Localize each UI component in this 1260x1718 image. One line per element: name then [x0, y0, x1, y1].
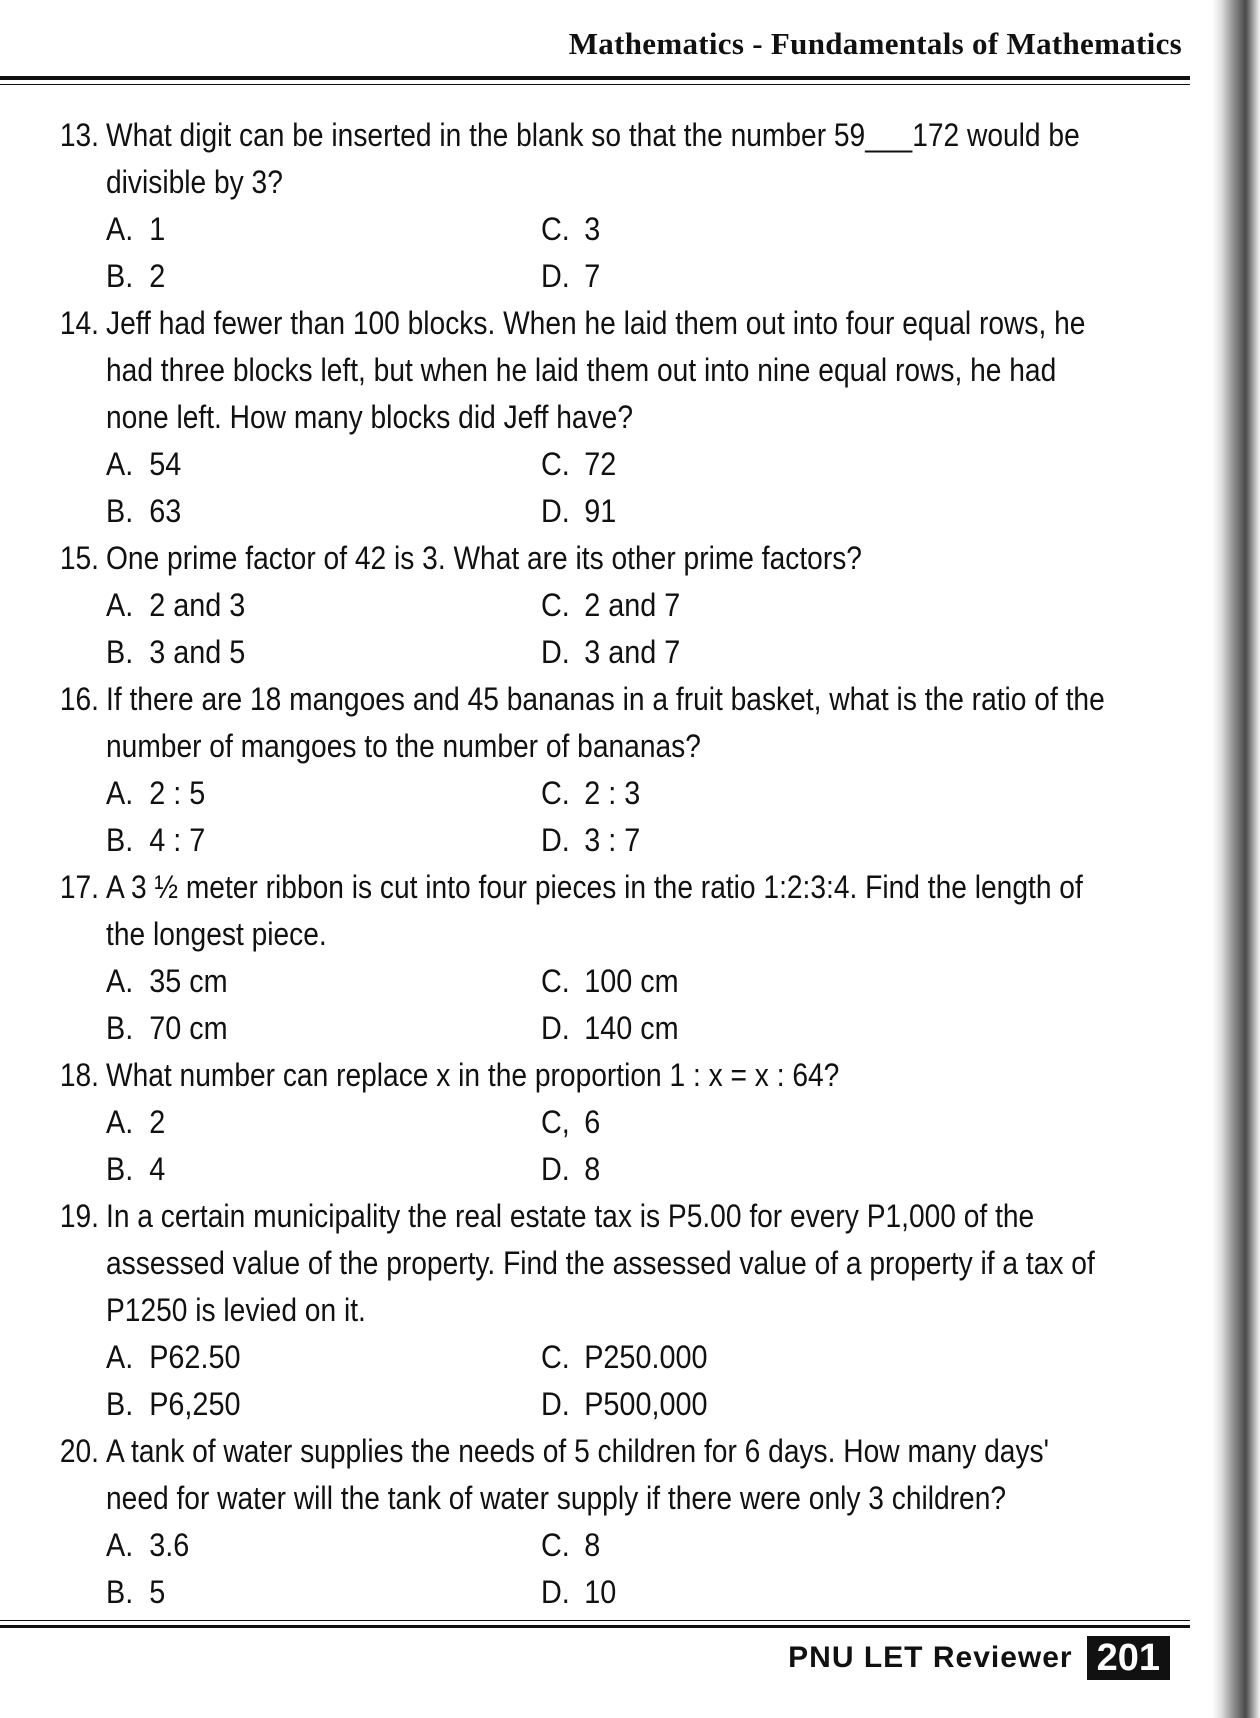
- choice-a: A. 35 cm: [106, 963, 228, 999]
- question-text: Jeff had fewer than 100 blocks. When he laid them out into four equal rows, he had three blocks left, but when he laid them out into nine equal rows, he had none left. How many blocks did Jeff have?: [106, 305, 1086, 435]
- choice-a: A. 54: [106, 446, 182, 482]
- choice-a: A. 2 and 3: [106, 587, 246, 623]
- question-16: [30, 676, 1190, 864]
- choice-a: A. 3.6: [106, 1527, 190, 1563]
- choice-d: D. 91: [541, 493, 617, 529]
- choice-d: D. 3 : 7: [541, 822, 641, 858]
- question-text: A tank of water supplies the needs of 5 children for 6 days. How many days' need for water will the tank of water supply if there were only 3 children?: [106, 1433, 1049, 1516]
- choice-list: [30, 441, 1190, 535]
- question-14: [30, 300, 1190, 535]
- question-text: If there are 18 mangoes and 45 bananas in a fruit basket, what is the ratio of the number of mangoes to the number of bananas?: [106, 681, 1105, 764]
- choice-c: C. 8: [541, 1527, 601, 1563]
- choice-c: C. 100 cm: [541, 963, 679, 999]
- question-text: What number can replace x in the proportion 1 : x = x : 64?: [106, 1057, 840, 1093]
- footer-label: PNU LET Reviewer: [788, 1641, 1073, 1674]
- header-rule-thin: [0, 84, 1190, 85]
- header-rule: [0, 76, 1190, 80]
- question-text: In a certain municipality the real estate tax is P5.00 for every P1,000 of the assessed value of the property. Find the assessed value of a property if a tax of P1250 is levied on it.: [106, 1198, 1095, 1328]
- choice-list: [30, 1522, 1190, 1616]
- choice-a: A. 1: [106, 211, 166, 247]
- question-19: [30, 1193, 1190, 1428]
- choice-b: B. 70 cm: [106, 1010, 228, 1046]
- choice-b: B. 2: [106, 258, 166, 294]
- choice-a: A. P62.50: [106, 1339, 241, 1375]
- choice-c: C, 6: [541, 1104, 601, 1140]
- choice-c: C. 3: [541, 211, 601, 247]
- choice-c: C. 72: [541, 446, 617, 482]
- choice-c: C. 2 : 3: [541, 775, 641, 811]
- choice-list: [30, 770, 1190, 864]
- running-header: Mathematics - Fundamentals of Mathematics: [568, 26, 1182, 61]
- page-footer: [788, 1636, 1170, 1680]
- choice-d: D. 3 and 7: [541, 634, 681, 670]
- choice-b: B. 5: [106, 1574, 166, 1610]
- choice-d: D. P500,000: [541, 1386, 708, 1422]
- question-17: [30, 864, 1190, 1052]
- question-18: [30, 1052, 1190, 1193]
- footer-rule-thin: [0, 1620, 1190, 1621]
- choice-list: [30, 582, 1190, 676]
- question-15: [30, 535, 1190, 676]
- choice-c: C. 2 and 7: [541, 587, 681, 623]
- choice-list: [30, 1099, 1190, 1193]
- choice-b: B. 4: [106, 1151, 166, 1187]
- question-number: 17.: [59, 869, 99, 905]
- choice-a: A. 2: [106, 1104, 166, 1140]
- question-number: 15.: [59, 540, 99, 576]
- choice-b: B. P6,250: [106, 1386, 241, 1422]
- question-list: [30, 112, 1190, 1616]
- question-20: [30, 1428, 1190, 1616]
- question-text: What digit can be inserted in the blank so that the number 59___172 would be divisible by 3?: [106, 117, 1080, 200]
- question-number: 14.: [59, 305, 99, 341]
- question-number: 13.: [59, 117, 99, 153]
- question-text: One prime factor of 42 is 3. What are its other prime factors?: [106, 540, 862, 576]
- question-number: 18.: [59, 1057, 99, 1093]
- choice-d: D. 8: [541, 1151, 601, 1187]
- question-number: 20.: [59, 1433, 99, 1469]
- choice-list: [30, 958, 1190, 1052]
- question-number: 16.: [59, 681, 99, 717]
- choice-d: D. 7: [541, 258, 601, 294]
- choice-d: D. 10: [541, 1574, 617, 1610]
- page-number: 201: [1087, 1636, 1170, 1680]
- choice-d: D. 140 cm: [541, 1010, 679, 1046]
- footer-rule: [0, 1625, 1190, 1628]
- question-number: 19.: [59, 1198, 99, 1234]
- question-13: [30, 112, 1190, 300]
- choice-list: [30, 1334, 1190, 1428]
- scan-edge-shadow: [1212, 0, 1260, 1718]
- choice-b: B. 63: [106, 493, 182, 529]
- question-text: A 3 ½ meter ribbon is cut into four pieces in the ratio 1:2:3:4. Find the length of the longest piece.: [106, 869, 1083, 952]
- choice-b: B. 4 : 7: [106, 822, 206, 858]
- choice-list: [30, 206, 1190, 300]
- choice-b: B. 3 and 5: [106, 634, 246, 670]
- choice-a: A. 2 : 5: [106, 775, 206, 811]
- choice-c: C. P250.000: [541, 1339, 708, 1375]
